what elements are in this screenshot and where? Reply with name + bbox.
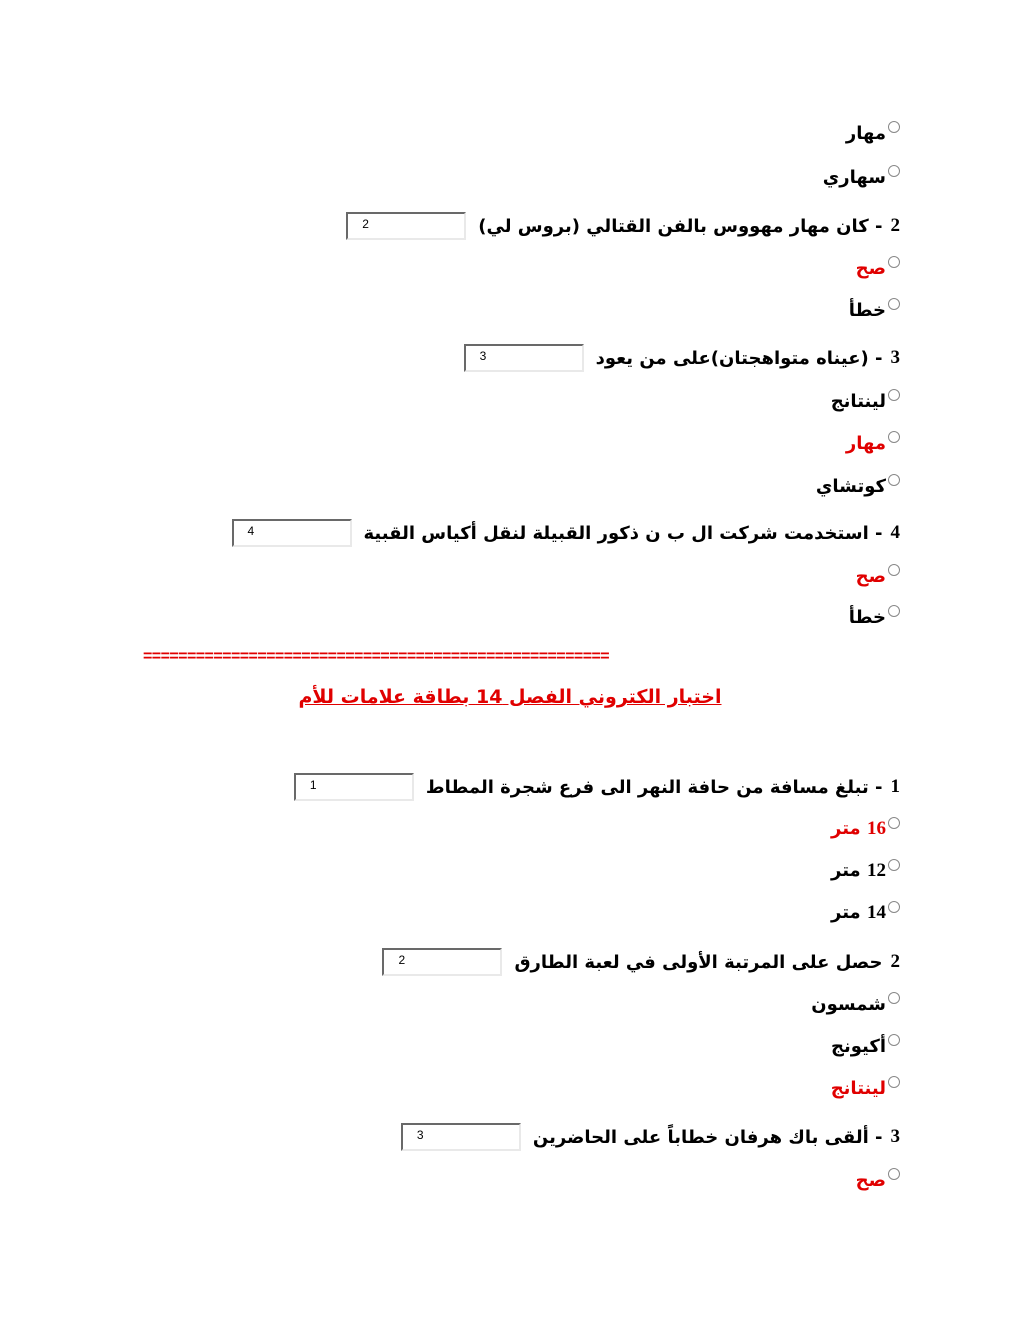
answer-box-value: 2 xyxy=(398,953,406,967)
question-number: 3 xyxy=(890,347,900,368)
question-4 xyxy=(232,517,901,549)
radio-button[interactable] xyxy=(888,165,900,177)
option-row[interactable] xyxy=(831,814,900,844)
option-label: مهار xyxy=(845,432,886,454)
radio-button[interactable] xyxy=(888,121,900,133)
radio-button[interactable] xyxy=(888,564,900,576)
option-row[interactable] xyxy=(849,602,900,632)
section-separator: ===================================================== xyxy=(143,648,610,665)
option-label xyxy=(831,902,886,924)
option-unit: متر xyxy=(831,818,861,839)
option-label: صح xyxy=(855,257,886,279)
radio-button[interactable] xyxy=(888,859,900,871)
radio-button[interactable] xyxy=(888,474,900,486)
answer-box[interactable] xyxy=(232,519,352,547)
answer-box-value: 4 xyxy=(247,524,255,538)
question-3 xyxy=(401,1121,900,1153)
option-row[interactable] xyxy=(831,386,900,416)
radio-button[interactable] xyxy=(888,431,900,443)
option-label xyxy=(831,860,886,882)
option-row[interactable] xyxy=(849,295,900,325)
radio-button[interactable] xyxy=(888,1034,900,1046)
section-title-text: اختبار الكتروني الفصل 14 بطاقة علامات للأم xyxy=(298,686,722,708)
radio-button[interactable] xyxy=(888,298,900,310)
option-row[interactable] xyxy=(816,471,900,501)
section-title xyxy=(0,686,1020,708)
radio-button[interactable] xyxy=(888,1168,900,1180)
option-row[interactable] xyxy=(831,1031,900,1061)
question-1 xyxy=(294,771,900,803)
radio-button[interactable] xyxy=(888,1076,900,1088)
question-number: 2 xyxy=(890,951,900,972)
answer-box-value: 2 xyxy=(362,217,369,231)
option-unit: متر xyxy=(831,860,861,881)
question-text: - (عيناه متواهجتان)على من يعود xyxy=(595,347,883,369)
question-number: 2 xyxy=(890,215,900,236)
option-row[interactable] xyxy=(856,561,900,591)
option-row[interactable] xyxy=(823,162,900,192)
radio-button[interactable] xyxy=(888,817,900,829)
radio-button[interactable] xyxy=(888,992,900,1004)
option-row[interactable] xyxy=(846,428,900,458)
answer-box-value: 3 xyxy=(479,349,487,363)
option-number: 16 xyxy=(867,818,886,839)
option-label: لينتانج xyxy=(830,390,886,412)
option-label xyxy=(831,818,886,840)
option-row[interactable] xyxy=(856,1165,900,1195)
option-row[interactable] xyxy=(846,118,900,148)
option-number: 14 xyxy=(867,902,886,923)
option-label: مهار xyxy=(845,122,886,144)
option-row[interactable] xyxy=(831,898,900,928)
option-label: سهاري xyxy=(822,166,886,188)
answer-box[interactable] xyxy=(346,212,466,240)
option-label: كوتشاي xyxy=(815,475,886,497)
question-3 xyxy=(464,342,900,374)
radio-button[interactable] xyxy=(888,389,900,401)
question-text: - ألقى باك هرفان خطاباً على الحاضرين xyxy=(532,1126,883,1148)
option-row[interactable] xyxy=(811,989,900,1019)
option-row[interactable] xyxy=(856,253,900,283)
answer-box[interactable] xyxy=(401,1123,521,1151)
option-label: لينتانج xyxy=(830,1077,886,1099)
option-row[interactable] xyxy=(831,1073,900,1103)
question-number: 1 xyxy=(890,776,900,797)
answer-box-value: 1 xyxy=(309,778,317,792)
option-label: صح xyxy=(855,1169,886,1191)
option-label: شمسون xyxy=(811,993,886,1015)
radio-button[interactable] xyxy=(888,605,900,617)
radio-button[interactable] xyxy=(888,256,900,268)
question-text: - كان مهار مهووس بالفن القتالي (بروس لي) xyxy=(478,215,883,237)
question-text: حصل على المرتبة الأولى في لعبة الطارق xyxy=(514,951,883,973)
option-unit: متر xyxy=(831,902,861,923)
answer-box[interactable] xyxy=(464,344,584,372)
answer-box-value: 3 xyxy=(416,1128,424,1142)
question-number: 3 xyxy=(890,1126,900,1147)
question-text: - تبلغ مسافة من حافة النهر الى فرع شجرة المطاط xyxy=(425,776,883,798)
option-label: خطأ xyxy=(848,606,886,628)
option-label: أكيونج xyxy=(830,1035,886,1057)
option-row[interactable] xyxy=(831,856,900,886)
answer-box[interactable] xyxy=(382,948,502,976)
radio-button[interactable] xyxy=(888,901,900,913)
question-2 xyxy=(382,946,900,978)
answer-box[interactable] xyxy=(294,773,414,801)
question-text: - استخدمت شركت ال ب ن ذكور القبيلة لنقل أكياس القبية xyxy=(363,522,883,544)
option-label: صح xyxy=(855,565,886,587)
question-2 xyxy=(346,210,900,242)
option-label: خطأ xyxy=(848,299,886,321)
question-number: 4 xyxy=(890,522,900,543)
option-number: 12 xyxy=(867,860,886,881)
